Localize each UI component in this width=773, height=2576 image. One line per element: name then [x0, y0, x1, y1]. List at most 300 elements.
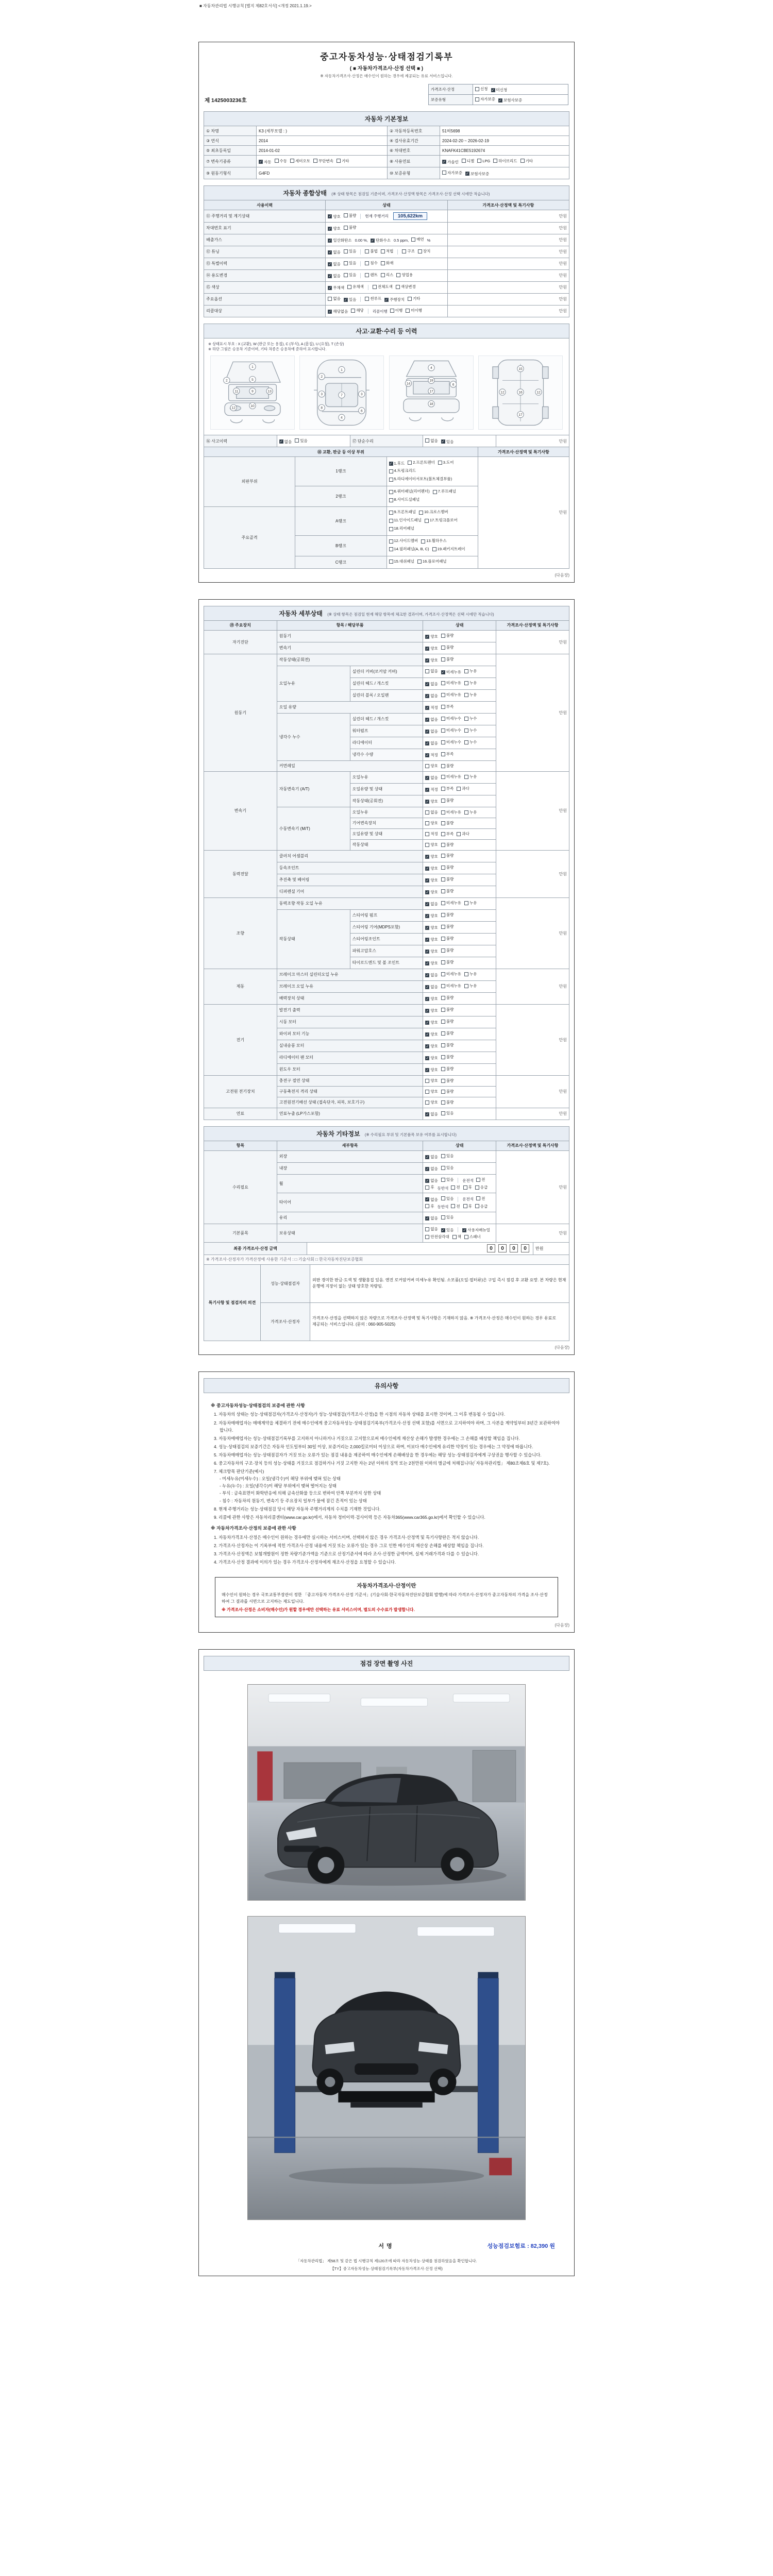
option-checkbox[interactable] — [433, 488, 456, 495]
row-status — [423, 654, 496, 666]
diagram-number: 2 — [321, 375, 323, 379]
field-label: ⑤ 최초등록일 — [204, 146, 257, 156]
row-label: 주요옵션 — [204, 293, 326, 305]
option-checkbox[interactable] — [441, 1089, 454, 1094]
option-checkbox[interactable] — [475, 96, 495, 102]
option-checkbox[interactable] — [441, 959, 454, 965]
option-checkbox[interactable] — [520, 158, 533, 164]
option-checkbox[interactable] — [441, 1196, 454, 1201]
option-checkbox[interactable] — [441, 865, 454, 870]
checkbox-icon — [451, 1204, 455, 1208]
option-checkbox[interactable] — [441, 1030, 454, 1036]
option-checkbox[interactable] — [389, 497, 420, 503]
option-checkbox[interactable] — [462, 158, 475, 164]
checkbox-icon — [408, 297, 412, 301]
option-checkbox[interactable] — [491, 87, 508, 93]
device-group: 연료 — [204, 1108, 277, 1120]
option-checkbox[interactable] — [279, 439, 292, 445]
option-label: 화재 — [385, 261, 394, 265]
option-checkbox[interactable] — [417, 558, 447, 565]
option-label: 후 — [430, 1185, 434, 1190]
option-checkbox[interactable] — [442, 159, 459, 165]
option-label: 없음 — [430, 1227, 438, 1232]
option-label: 기타 — [413, 296, 421, 301]
option-checkbox[interactable] — [344, 297, 357, 302]
option-checkbox[interactable] — [418, 248, 431, 254]
option-label: 불량 — [446, 948, 454, 953]
option-checkbox[interactable] — [396, 272, 413, 278]
option-checkbox[interactable] — [425, 752, 438, 758]
option-checkbox[interactable] — [425, 1178, 438, 1183]
option-checkbox[interactable] — [441, 971, 461, 977]
checkbox-icon — [441, 1090, 445, 1094]
checkbox-icon: ✓ — [441, 440, 445, 444]
option-label: 양호 — [430, 1044, 438, 1049]
car-name-value: K3 (세부모델 : ) — [257, 126, 388, 136]
option-checkbox[interactable] — [425, 913, 438, 919]
option-checkbox[interactable] — [441, 1214, 454, 1220]
option-checkbox[interactable] — [389, 546, 429, 553]
checkbox-icon — [389, 539, 393, 544]
option-label: 스패너 — [469, 1234, 481, 1240]
subitem-label: 라디에이터 — [350, 737, 423, 749]
final-price-label: 최종 가격조사·산정 금액 — [204, 1242, 307, 1255]
next-page-note: (다음장) — [554, 572, 569, 578]
item-label: 추진축 및 베어링 — [277, 874, 423, 886]
price-cell: 만원 — [447, 222, 569, 234]
option-checkbox[interactable] — [441, 798, 454, 803]
option-checkbox[interactable] — [328, 309, 348, 314]
signature-label: 서명 — [378, 2243, 395, 2249]
option-checkbox[interactable] — [425, 693, 438, 699]
row-status — [423, 701, 496, 713]
option-checkbox[interactable] — [441, 763, 454, 769]
option-checkbox[interactable] — [425, 925, 438, 930]
section-title-text: 유의사항 — [374, 1382, 399, 1389]
simple-repair-status — [423, 435, 496, 447]
table-row — [204, 305, 569, 317]
option-checkbox[interactable] — [425, 1154, 438, 1160]
option-label: 없음 — [430, 973, 438, 978]
option-checkbox[interactable] — [389, 509, 416, 516]
subitem-label: 오일누유 — [350, 807, 423, 818]
option-checkbox[interactable] — [441, 853, 454, 858]
option-checkbox[interactable] — [425, 1020, 438, 1025]
option-checkbox[interactable] — [389, 488, 430, 495]
option-checkbox[interactable] — [441, 739, 461, 745]
checkbox-icon — [462, 159, 466, 163]
option-checkbox[interactable] — [441, 1042, 454, 1048]
row-status — [423, 1063, 496, 1075]
option-checkbox[interactable] — [425, 809, 438, 815]
option-checkbox[interactable] — [425, 657, 438, 663]
option-checkbox[interactable] — [425, 1204, 434, 1209]
option-checkbox[interactable] — [328, 249, 341, 255]
option-checkbox[interactable] — [441, 704, 454, 709]
option-checkbox[interactable] — [425, 831, 438, 837]
checkbox-icon — [520, 159, 525, 163]
diagram-note: ※ 하단 그림은 승용차 기준이며, 기타 차종은 승용차에 준하여 표시합니다. — [208, 347, 327, 352]
option-checkbox[interactable] — [441, 727, 461, 733]
checkbox-icon — [441, 925, 445, 929]
checkbox-icon — [476, 1196, 480, 1200]
option-checkbox[interactable] — [328, 238, 351, 243]
option-checkbox[interactable] — [425, 646, 438, 651]
option-label: 안전삼각대 — [430, 1234, 449, 1240]
option-checkbox[interactable] — [365, 272, 378, 278]
option-checkbox[interactable] — [441, 1078, 454, 1083]
notice-item: 1. 자동차가격조사·산정은 매수인이 원하는 경우에만 실시하는 서비스이며, 선택하지 않은 경우 가격조사·산정액 및 특기사항란은 적지 않습니다. — [214, 1534, 479, 1540]
option-checkbox[interactable] — [441, 1153, 454, 1159]
option-checkbox[interactable] — [464, 668, 477, 674]
panel-group: 주요골격 — [204, 506, 295, 568]
option-checkbox[interactable] — [464, 716, 477, 721]
option-checkbox[interactable] — [441, 1177, 454, 1182]
option-checkbox[interactable] — [365, 260, 378, 266]
option-checkbox[interactable] — [441, 645, 454, 650]
option-checkbox[interactable] — [389, 468, 416, 474]
option-checkbox[interactable] — [425, 787, 438, 792]
option-checkbox[interactable] — [465, 171, 489, 177]
option-checkbox[interactable] — [476, 1196, 485, 1201]
option-checkbox[interactable] — [389, 461, 405, 467]
option-checkbox[interactable] — [344, 260, 357, 266]
option-checkbox[interactable] — [441, 680, 461, 686]
notice-item: 9. 리콜에 관한 사항은 자동차리콜센터(www.car.go.kr)에서, 자동차 정비이력·검사이력 등은 자동차365(www.car365.go.kr)에서 확인할 수 있습니다. — [214, 1514, 485, 1520]
item-label: 내장 — [277, 1162, 423, 1174]
notice-item: 2. 가격조사·산정자는 이 기록부에 적힌 가격조사·산정 내용에 거짓 또는 오류가 있는 경우 그로 인한 매수인의 재산상 손해를 배상할 책임을 집니다. — [214, 1543, 484, 1548]
option-checkbox[interactable] — [425, 842, 438, 848]
option-checkbox[interactable] — [344, 248, 357, 254]
option-label: 양호 — [430, 842, 438, 848]
option-checkbox[interactable] — [438, 460, 454, 466]
row-status — [423, 642, 496, 654]
option-checkbox[interactable] — [464, 1234, 481, 1240]
diagram-number: 4 — [341, 416, 343, 420]
item-label: 자동변속기 (A/T) — [277, 771, 350, 807]
option-checkbox[interactable] — [441, 842, 454, 848]
option-label: 불량 — [446, 764, 454, 769]
checkbox-icon — [441, 657, 445, 662]
option-checkbox[interactable] — [432, 546, 465, 553]
option-checkbox[interactable] — [464, 727, 477, 733]
option-label: 양호 — [430, 1100, 438, 1105]
device-group: 조향 — [204, 897, 277, 969]
option-checkbox[interactable] — [381, 272, 394, 278]
option-checkbox[interactable] — [441, 820, 454, 826]
option-checkbox[interactable] — [498, 97, 522, 103]
option-checkbox[interactable] — [425, 1166, 438, 1172]
option-checkbox[interactable] — [425, 799, 438, 804]
option-label: 없음 — [430, 985, 438, 990]
option-checkbox[interactable] — [441, 774, 461, 779]
option-checkbox[interactable] — [441, 1019, 454, 1024]
option-checkbox[interactable] — [464, 809, 477, 815]
option-checkbox[interactable] — [425, 854, 438, 859]
option-checkbox[interactable] — [421, 538, 446, 545]
option-checkbox[interactable] — [451, 1184, 460, 1190]
row-status — [423, 1150, 496, 1162]
option-checkbox[interactable] — [452, 1234, 461, 1240]
option-checkbox[interactable] — [425, 740, 438, 746]
checkbox-icon — [441, 877, 445, 882]
inline-text: 리콜이행 — [372, 309, 388, 314]
option-checkbox[interactable] — [425, 1067, 438, 1073]
checkbox-icon: ✓ — [426, 1056, 429, 1060]
option-checkbox[interactable] — [425, 1215, 438, 1221]
option-checkbox[interactable] — [425, 438, 438, 444]
checkbox-icon — [438, 461, 442, 465]
document-title: 중고자동차성능·상태점검기록부 — [320, 52, 453, 62]
option-label: 9.프론트패널 — [394, 510, 416, 515]
inline-text: 동반석 — [437, 1205, 449, 1210]
inline-text: % — [427, 238, 431, 243]
option-checkbox[interactable] — [442, 170, 462, 176]
option-checkbox[interactable] — [441, 1099, 454, 1105]
option-checkbox[interactable] — [389, 517, 422, 524]
option-checkbox[interactable] — [275, 158, 288, 164]
option-checkbox[interactable] — [347, 284, 364, 290]
option-checkbox[interactable] — [425, 1234, 449, 1240]
table-row — [204, 969, 569, 980]
option-checkbox[interactable] — [384, 297, 405, 302]
option-checkbox[interactable] — [464, 900, 477, 906]
inspection-photo-lift — [247, 1916, 526, 2220]
option-checkbox[interactable] — [441, 669, 461, 675]
option-checkbox[interactable] — [464, 692, 477, 698]
option-checkbox[interactable] — [441, 912, 454, 918]
option-checkbox[interactable] — [441, 809, 461, 815]
option-checkbox[interactable] — [441, 983, 461, 989]
option-label: 과다 — [462, 832, 469, 837]
option-checkbox[interactable] — [475, 1184, 488, 1190]
diagram-number: 12 — [231, 406, 236, 410]
option-checkbox[interactable] — [344, 272, 357, 278]
option-checkbox[interactable] — [441, 924, 454, 929]
option-checkbox[interactable] — [365, 248, 378, 254]
option-checkbox[interactable] — [425, 1111, 438, 1117]
option-checkbox[interactable] — [464, 680, 477, 686]
option-checkbox[interactable] — [390, 308, 403, 313]
table-row — [204, 1004, 569, 1016]
option-checkbox[interactable] — [425, 1008, 438, 1013]
option-label: 양호 — [430, 925, 438, 930]
option-checkbox[interactable] — [441, 751, 454, 757]
checkbox-icon — [475, 97, 479, 101]
option-checkbox[interactable] — [476, 1177, 485, 1182]
checkbox-icon — [396, 285, 400, 289]
option-checkbox[interactable] — [389, 476, 452, 483]
option-checkbox[interactable] — [425, 1055, 438, 1061]
option-checkbox[interactable] — [464, 971, 477, 977]
option-checkbox[interactable] — [425, 901, 438, 907]
checkbox-icon — [433, 490, 437, 494]
option-checkbox[interactable] — [441, 1007, 454, 1012]
option-checkbox[interactable] — [365, 296, 381, 301]
option-checkbox[interactable] — [425, 877, 438, 883]
option-checkbox[interactable] — [425, 1031, 438, 1037]
option-checkbox[interactable] — [441, 439, 454, 445]
option-checkbox[interactable] — [464, 983, 477, 989]
option-checkbox[interactable] — [381, 248, 394, 254]
option-checkbox[interactable] — [441, 900, 461, 906]
table-row — [204, 167, 569, 179]
option-checkbox[interactable] — [425, 996, 438, 1002]
option-checkbox[interactable] — [441, 936, 454, 941]
option-checkbox[interactable] — [425, 960, 438, 966]
option-checkbox[interactable] — [425, 1043, 438, 1049]
option-checkbox[interactable] — [425, 634, 438, 639]
option-checkbox[interactable] — [441, 831, 454, 837]
option-checkbox[interactable] — [406, 308, 422, 313]
option-label: 불량 — [446, 936, 454, 941]
option-checkbox[interactable] — [344, 225, 357, 230]
option-checkbox[interactable] — [425, 1089, 438, 1094]
option-checkbox[interactable] — [411, 236, 424, 242]
col-device: ⑲ 주요장치 — [204, 620, 277, 630]
option-checkbox[interactable] — [441, 633, 454, 638]
diagram-number: 17 — [518, 413, 523, 417]
option-checkbox[interactable] — [381, 260, 394, 266]
option-checkbox[interactable] — [328, 285, 344, 291]
option-checkbox[interactable] — [371, 238, 391, 243]
option-checkbox[interactable] — [425, 889, 438, 895]
option-checkbox[interactable] — [419, 509, 448, 516]
checkbox-icon — [441, 728, 445, 733]
option-checkbox[interactable] — [425, 937, 438, 942]
option-label: 있음 — [446, 1228, 454, 1233]
option-checkbox[interactable] — [425, 763, 438, 769]
option-checkbox[interactable] — [425, 820, 438, 826]
checkbox-icon: ✓ — [426, 706, 429, 710]
checkbox-icon — [418, 249, 422, 253]
option-checkbox[interactable] — [328, 296, 341, 301]
option-checkbox[interactable] — [475, 1204, 488, 1209]
option-checkbox[interactable] — [425, 517, 458, 524]
option-checkbox[interactable] — [425, 866, 438, 871]
option-checkbox[interactable] — [441, 1054, 454, 1060]
option-checkbox[interactable] — [313, 158, 333, 164]
checkbox-icon: ✓ — [426, 855, 429, 859]
option-checkbox[interactable] — [425, 717, 438, 722]
option-checkbox[interactable] — [389, 558, 414, 565]
option-checkbox[interactable] — [408, 296, 421, 301]
option-checkbox[interactable] — [441, 1227, 454, 1233]
option-checkbox[interactable] — [344, 213, 357, 218]
option-checkbox[interactable] — [389, 526, 414, 532]
option-checkbox[interactable] — [441, 947, 454, 953]
option-checkbox[interactable] — [425, 1184, 434, 1190]
option-checkbox[interactable] — [451, 1204, 460, 1209]
checkbox-icon — [441, 646, 445, 650]
option-checkbox[interactable] — [425, 1099, 438, 1105]
option-label: 없음 — [430, 902, 438, 907]
option-checkbox[interactable] — [462, 1227, 490, 1233]
option-checkbox[interactable] — [290, 158, 310, 164]
option-checkbox[interactable] — [328, 273, 341, 279]
option-checkbox[interactable] — [441, 1110, 454, 1116]
option-checkbox[interactable] — [425, 728, 438, 734]
option-checkbox[interactable] — [441, 692, 461, 698]
option-checkbox[interactable] — [295, 438, 308, 444]
diagram-number: 9 — [251, 389, 254, 394]
option-label: 미세누유 — [446, 972, 461, 977]
option-label: 불량 — [446, 960, 454, 965]
option-checkbox[interactable] — [463, 1204, 472, 1209]
option-checkbox[interactable] — [441, 716, 461, 721]
option-checkbox[interactable] — [389, 538, 418, 545]
checkbox-icon — [373, 285, 377, 289]
price-select-box — [428, 84, 568, 105]
option-checkbox[interactable] — [463, 1184, 472, 1190]
option-label: 응급 — [480, 1204, 488, 1209]
option-checkbox[interactable] — [328, 226, 341, 231]
option-checkbox[interactable] — [475, 86, 488, 92]
option-checkbox[interactable] — [328, 261, 341, 267]
option-label: 기타 — [341, 158, 349, 163]
option-checkbox[interactable] — [425, 1226, 438, 1232]
option-checkbox[interactable] — [441, 656, 454, 662]
option-checkbox[interactable] — [425, 972, 438, 978]
option-checkbox[interactable] — [425, 984, 438, 990]
option-checkbox[interactable] — [493, 158, 517, 164]
option-checkbox[interactable] — [337, 158, 349, 164]
option-checkbox[interactable] — [457, 786, 469, 791]
option-checkbox[interactable] — [328, 214, 341, 219]
option-checkbox[interactable] — [441, 786, 454, 791]
price-cell: 만원 — [496, 1004, 569, 1075]
subitem-label: 실린더 커버(로커암 커버) — [350, 666, 423, 677]
option-checkbox[interactable] — [441, 876, 454, 882]
checkbox-icon — [441, 810, 445, 815]
row-status — [423, 666, 496, 677]
option-checkbox[interactable] — [441, 888, 454, 894]
option-checkbox[interactable] — [373, 284, 393, 290]
table-row — [204, 897, 569, 909]
option-checkbox[interactable] — [425, 1197, 438, 1202]
diagram-number: 6 — [361, 409, 363, 413]
checkbox-icon — [441, 705, 445, 709]
checkbox-icon — [396, 273, 400, 277]
option-checkbox[interactable] — [477, 159, 490, 163]
option-label: 불량 — [446, 645, 454, 650]
option-checkbox[interactable] — [408, 460, 434, 466]
option-checkbox[interactable] — [441, 995, 454, 1001]
option-checkbox[interactable] — [425, 775, 438, 781]
option-checkbox[interactable] — [425, 681, 438, 687]
device-group: 기본품목 — [204, 1224, 277, 1242]
option-checkbox[interactable] — [396, 284, 416, 290]
option-checkbox[interactable] — [425, 705, 438, 710]
item-label: 고전원전기배선 상태 (접속단자, 피복, 보호기구) — [277, 1097, 423, 1108]
option-checkbox[interactable] — [441, 1165, 454, 1171]
option-checkbox[interactable] — [457, 831, 469, 837]
option-checkbox[interactable] — [464, 739, 477, 745]
exchange-label: ⑱ 교환, 판금 등 이상 부위 — [204, 447, 478, 457]
option-checkbox[interactable] — [425, 948, 438, 954]
price-standard-note: ※ 가격조사·산정자가 가격산정에 사용한 기준서 : □ 기술사회 □ 한국자동차진단보증협회 — [204, 1255, 569, 1264]
option-checkbox[interactable] — [464, 774, 477, 779]
checkbox-icon: ✓ — [328, 262, 332, 266]
option-checkbox[interactable] — [425, 1078, 438, 1083]
checkbox-icon — [390, 309, 394, 313]
option-checkbox[interactable] — [425, 668, 438, 674]
option-checkbox[interactable] — [402, 248, 415, 254]
option-checkbox[interactable] — [441, 1066, 454, 1072]
notice-item: 1. 자동차의 상태는 성능·상태점검자(가격조사·산정자)가 성능·상태점검(가격조사·산정)을 한 시점의 자동차 상태를 표시한 것이며, 그 이후 변동될 수 있습니다. — [214, 1412, 506, 1417]
option-checkbox[interactable] — [351, 308, 364, 313]
option-checkbox[interactable] — [259, 159, 272, 165]
